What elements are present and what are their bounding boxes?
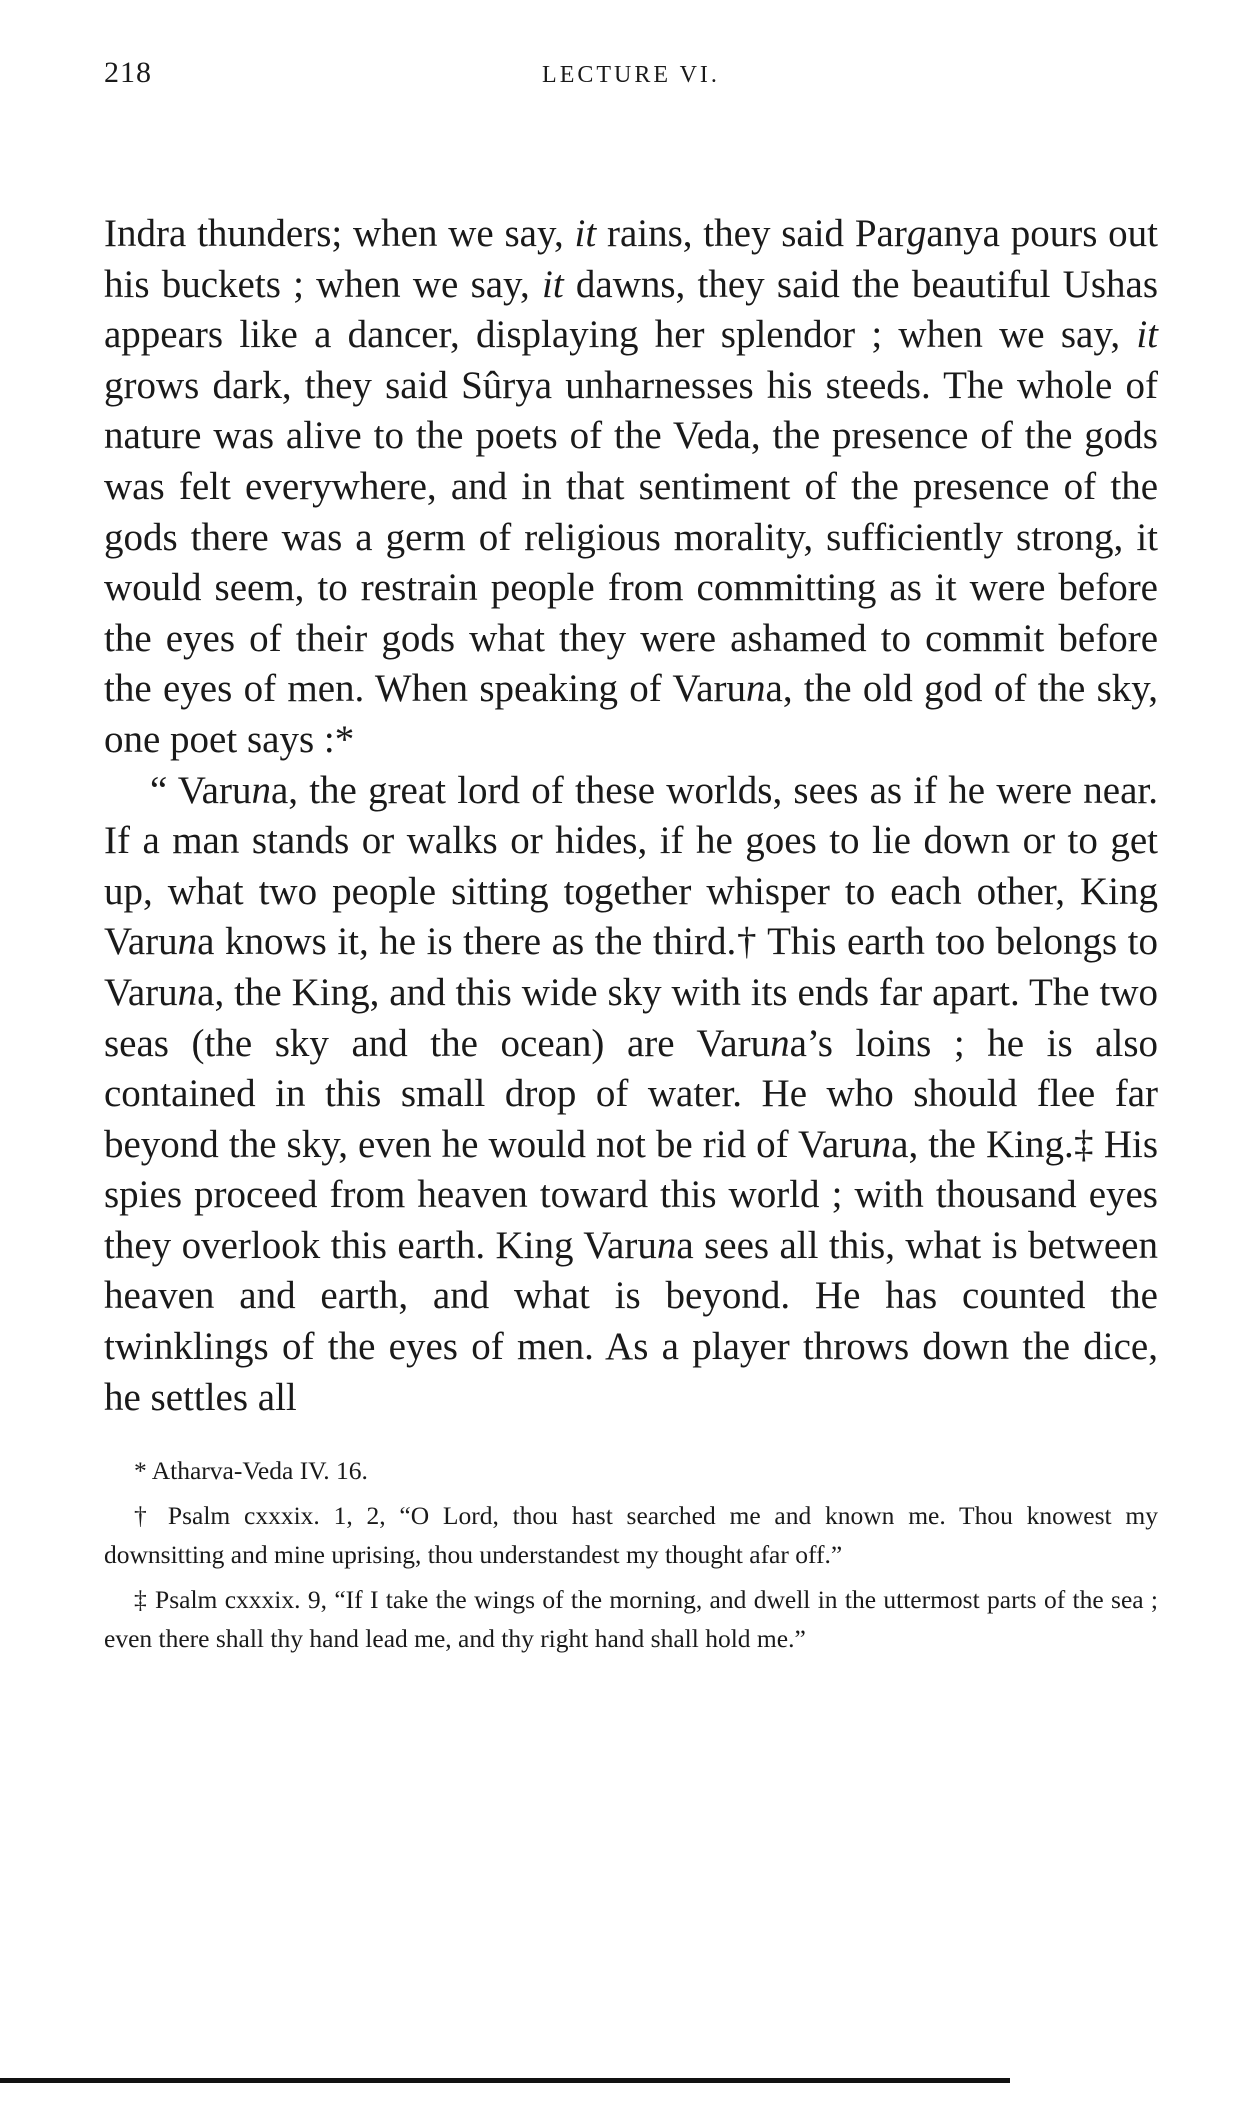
footnotes — [104, 1451, 1158, 1658]
footnote: † Psalm cxxxix. 1, 2, “O Lord, thou hast searched me and known me. Thou knowest my downsitting and mine uprising, thou understandest my thought afar off.” — [104, 1501, 1158, 1570]
page-header — [104, 56, 1158, 106]
footnote: * Atharva-Veda IV. 16. — [134, 1456, 368, 1486]
page-number: 218 — [104, 56, 152, 89]
book-page — [104, 56, 1158, 1664]
paragraph: Indra thunders; when we say, it rains, they said Parganya pours out his buckets ; when we say, it dawns, they said the beautiful Ushas appears like a dancer, displaying her splendor ; when we say, it grows dark, they said Sûrya unharnesses his steeds. The whole of nature was alive to the poets of the Veda, the presence of the gods was felt everywhere, and in that sentiment of the presence of the gods there was a germ of religious morality, sufficiently strong, it would seem, to restrain people from committing as it were before the eyes of their gods what they were ashamed to commit before the eyes of men. When speaking of Varuna, the old god of the sky, one poet says :* — [104, 212, 1159, 761]
paragraph-quotation: “ Varuna, the great lord of these worlds, sees as if he were near. If a man stands or walks or hides, if he goes to lie down or to get up, what two people sitting together whisper to each other, King Varuna knows it, he is there as the third.† This earth too belongs to Varuna, the King, and this wide sky with its ends far apart. The two seas (the sky and the ocean) are Varuna’s loins ; he is also contained in this small drop of water. He who should flee far beyond the sky, even he would not be rid of Varuna, the King.‡ His spies proceed from heaven toward this world ; with thousand eyes they overlook this earth. King Varuna sees all this, what is between heaven and earth, and what is beyond. He has counted the twinklings of the eyes of men. As a player throws down the dice, he settles all — [104, 768, 1159, 1419]
footnote: ‡ Psalm cxxxix. 9, “If I take the wings of the morning, and dwell in the uttermost parts of the sea ; even there shall thy hand lead me, and thy right hand shall hold me.” — [104, 1585, 1158, 1654]
running-head: LECTURE VI. — [542, 62, 720, 88]
main-text — [104, 209, 1158, 1423]
bottom-rule — [0, 2078, 1010, 2083]
